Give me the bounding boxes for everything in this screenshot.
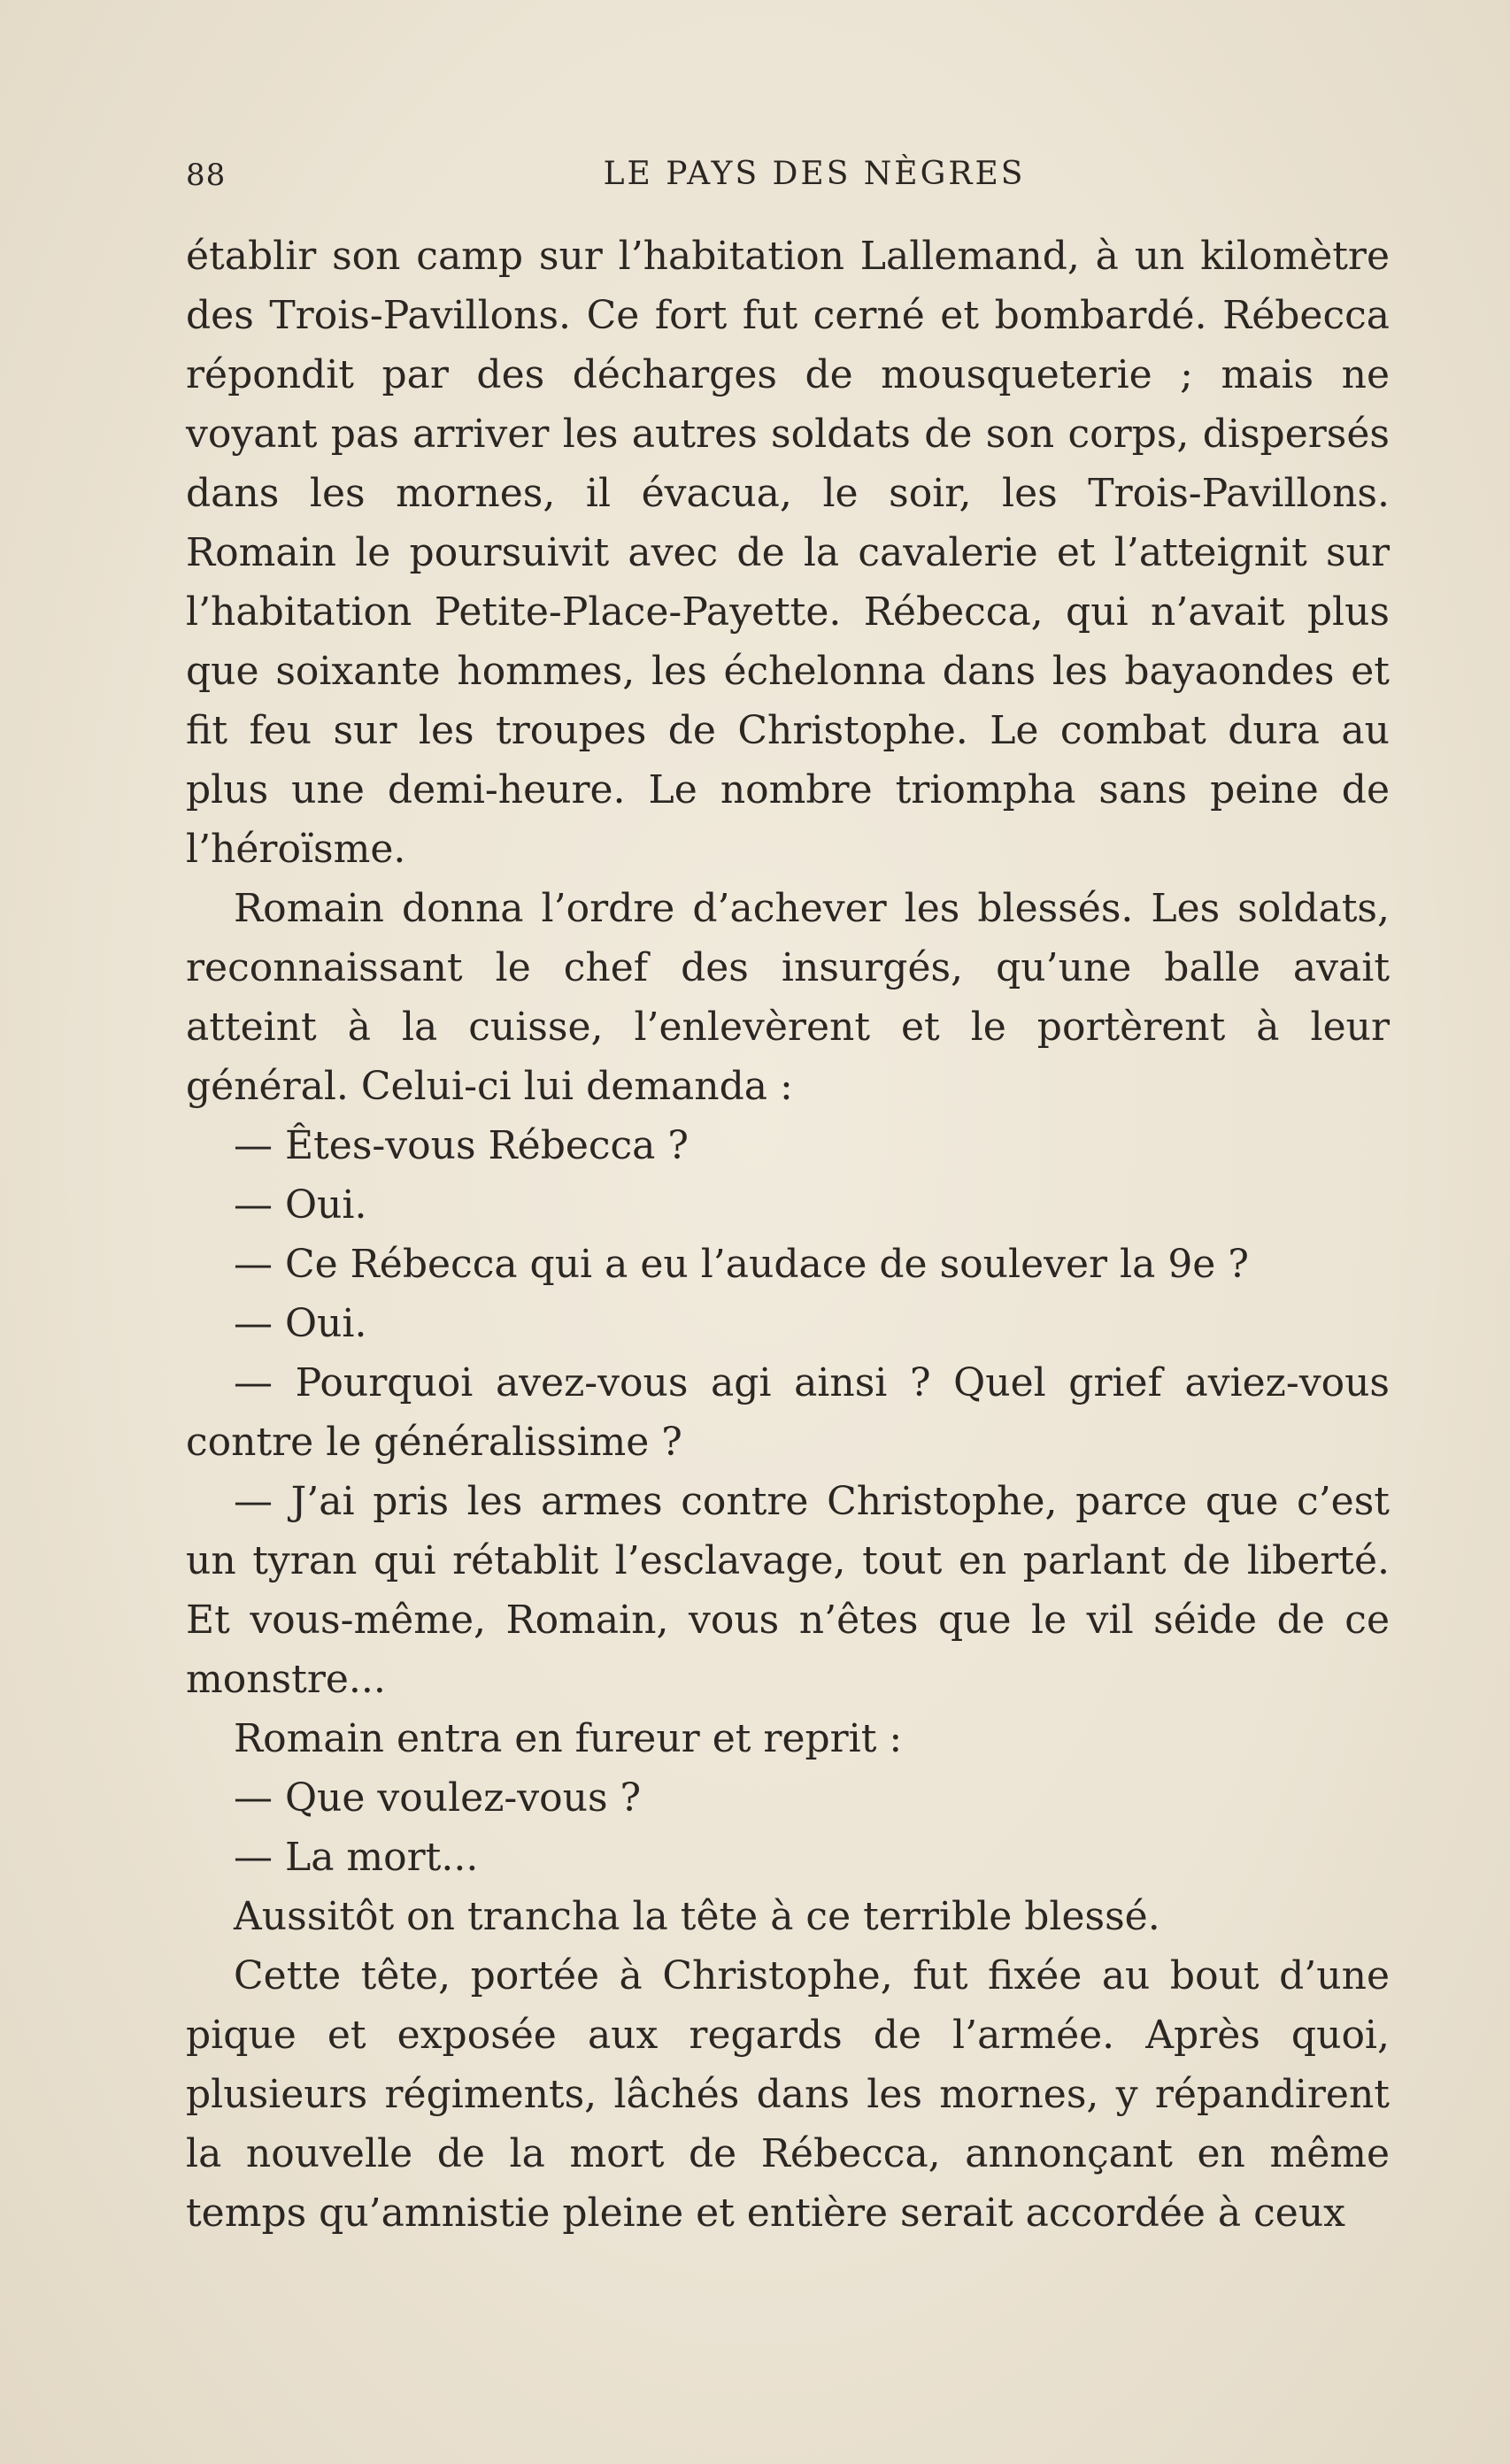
paragraph: Aussitôt on trancha la tête à ce terrible blessé. [234,1894,1160,1939]
running-title: LE PAYS DES NÈGRES [603,156,1026,192]
dialogue-line: — La mort... [234,1835,479,1880]
dialogue-line: — Pourquoi avez-vous agi ainsi ? Quel grief aviez-vous contre le généralissime ? [186,1360,1390,1465]
running-head [186,152,1390,196]
paragraph: Cette tête, portée à Christophe, fut fixée au bout d’une pique et exposée aux regards de l’armée. Après quoi, plusieurs régiments, lâchés dans les mornes, y répandirent la nouvelle de la mort de Rébecca, annonçant en même temps qu’amnistie pleine et entière serait accordée à ceux [186,1953,1390,2236]
page-number: 88 [186,158,227,193]
dialogue-line: — Oui. [234,1301,367,1346]
dialogue-line: — Oui. [234,1182,367,1228]
dialogue-line: — J’ai pris les armes contre Christophe, parce que c’est un tyran qui rétablit l’esclavage, tout en parlant de liberté. Et vous-même, Romain, vous n’êtes que le vil séide de ce monstre... [186,1479,1390,1702]
paragraph: établir son camp sur l’habitation Lallemand, à un kilomètre des Trois-Pavillons. Ce fort fut cerné et bombardé. Rébecca répondit par des décharges de mousqueterie ; mais ne voyant pas arriver les autres soldats de son corps, dispersés dans les mornes, il évacua, le soir, les Trois-Pavillons. Romain le poursuivit avec de la cavalerie et l’atteignit sur l’habitation Petite-Place-Payette. Rébecca, qui n’avait plus que soixante hommes, les échelonna dans les bayaondes et fit feu sur les troupes de Christophe. Le combat dura au plus une demi-heure. Le nombre triompha sans peine de l’héroïsme. [186,234,1390,872]
dialogue-line: — Êtes-vous Rébecca ? [234,1123,689,1168]
dialogue-line: — Que voulez-vous ? [234,1775,642,1821]
body-text [186,227,1390,2243]
paragraph: Romain entra en fureur et reprit : [234,1716,903,1761]
paragraph: Romain donna l’ordre d’achever les blessés. Les soldats, reconnaissant le chef des insurgés, qu’une balle avait atteint à la cuisse, l’enlevèrent et le portèrent à leur général. Celui-ci lui demanda : [186,886,1390,1109]
dialogue-line: — Ce Rébecca qui a eu l’audace de soulever la 9e ? [234,1242,1249,1287]
